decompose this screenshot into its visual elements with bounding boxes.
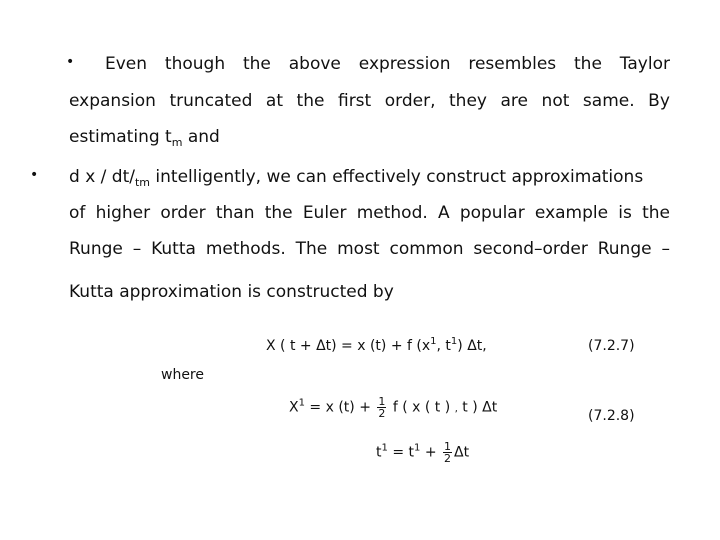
word: are — [500, 91, 529, 111]
word: first — [337, 91, 372, 111]
eq-part: , t — [436, 338, 451, 354]
eq-part: t — [376, 444, 382, 461]
word: By — [648, 91, 670, 111]
eq-part: ) Δt, — [457, 338, 487, 354]
eq-part: Δt — [454, 444, 470, 461]
word: example — [534, 203, 609, 223]
word: higher — [95, 203, 151, 223]
fraction-one-half — [443, 441, 452, 464]
word: popular — [459, 203, 525, 223]
word: method. — [356, 203, 428, 223]
paragraph-1-line-1 — [105, 53, 670, 75]
equation-number-7-2-7: (7.2.7) — [588, 338, 635, 354]
word: same. — [582, 91, 635, 111]
eq-part: t ) Δt — [457, 399, 498, 416]
word: Euler — [302, 203, 347, 223]
word: – — [132, 239, 142, 259]
word: Taylor — [619, 54, 670, 74]
word: Kutta — [151, 239, 196, 259]
paragraph-2-line-4: Kutta approximation is constructed by — [69, 282, 394, 302]
paragraph-2-line-2 — [69, 202, 670, 224]
word: of — [69, 203, 86, 223]
paragraph-1-line-2 — [69, 90, 670, 112]
word: Even — [105, 54, 148, 74]
word: Runge — [597, 239, 652, 259]
subscript: m — [171, 136, 183, 149]
word: The — [295, 239, 328, 259]
word: at — [265, 91, 284, 111]
text-segment: d x / dt/ — [69, 167, 135, 187]
word: second–order — [473, 239, 588, 259]
word: above — [288, 54, 341, 74]
word: though — [164, 54, 226, 74]
eq-part: = x (t) + — [304, 399, 371, 416]
word: is — [618, 203, 632, 223]
word: methods. — [205, 239, 286, 259]
eq-part: f ( x ( t ) — [392, 399, 455, 416]
superscript: 1 — [430, 336, 437, 347]
eq-part: ‚ — [454, 403, 458, 415]
fraction-one-half — [377, 396, 386, 419]
text-segment: and — [182, 127, 220, 147]
word: order — [160, 203, 206, 223]
fraction-denominator: 2 — [378, 407, 386, 420]
word: not — [541, 91, 570, 111]
eq-part: X — [289, 399, 299, 416]
word: expression — [358, 54, 451, 74]
text-segment: intelligently, we can effectively construct approximations — [150, 167, 644, 187]
paragraph-2-line-1 — [69, 166, 643, 188]
bullet-2: • — [30, 167, 39, 183]
eq-part: + — [420, 444, 437, 461]
word: – — [661, 239, 670, 259]
word: most — [337, 239, 380, 259]
fraction-numerator: 1 — [378, 395, 386, 408]
word: the — [242, 54, 271, 74]
word: they — [449, 91, 487, 111]
word: order, — [384, 91, 436, 111]
superscript: 1 — [381, 442, 388, 454]
word: the — [574, 54, 602, 74]
paragraph-2-line-3 — [69, 238, 670, 260]
word: resembles — [468, 54, 557, 74]
equation-7-2-7 — [266, 338, 487, 354]
paragraph-1-line-3 — [69, 126, 220, 148]
word: the — [296, 91, 325, 111]
text-segment: estimating t — [69, 127, 172, 147]
word: A — [437, 203, 450, 223]
word: expansion — [69, 91, 156, 111]
superscript: 1 — [414, 442, 421, 454]
where-label: where — [161, 367, 204, 383]
equation-7-2-8 — [289, 396, 497, 419]
word: the — [642, 203, 670, 223]
eq-part: = t — [387, 444, 414, 461]
equation-number-7-2-8: (7.2.8) — [588, 408, 635, 424]
eq-part: X ( t + Δt) = x (t) + f (x — [266, 338, 431, 354]
word: truncated — [169, 91, 253, 111]
subscript: tm — [134, 176, 151, 189]
bullet-1: • — [66, 54, 75, 70]
word: the — [264, 203, 293, 223]
word: than — [215, 203, 255, 223]
word: Runge — [69, 239, 123, 259]
word: common — [389, 239, 464, 259]
fraction-numerator: 1 — [444, 440, 452, 453]
superscript: 1 — [298, 397, 305, 409]
equation-t1 — [376, 441, 469, 464]
fraction-denominator: 2 — [444, 452, 452, 465]
superscript: 1 — [450, 336, 458, 347]
